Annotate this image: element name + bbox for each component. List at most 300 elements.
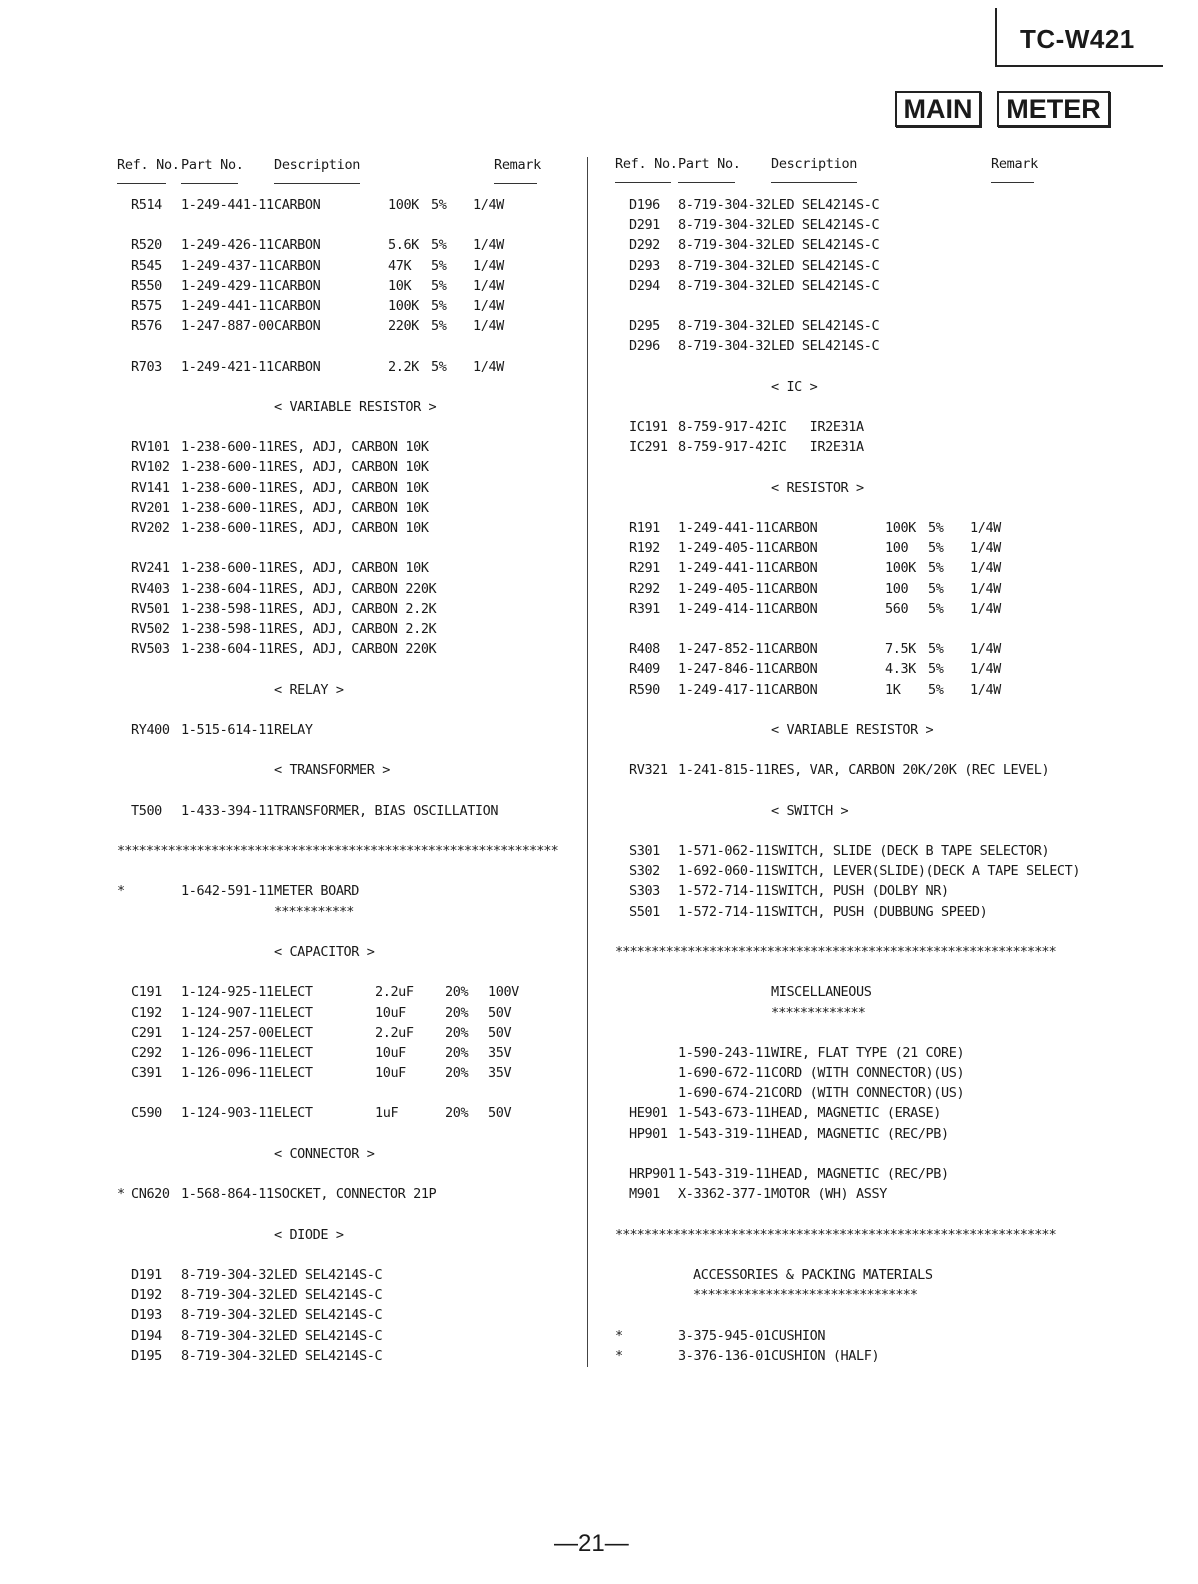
part-no: 1-238-600-11 [181,520,274,536]
part-description: ELECT [274,1044,313,1061]
part-row [0,1265,587,1285]
part-value: 100K [885,520,916,536]
part-tolerance: 5% [431,358,447,375]
part-tolerance: 5% [431,197,447,213]
blank-line [0,538,587,558]
part-row [0,498,587,518]
blank-line [0,740,587,760]
part-description: CUSHION (HALF) [771,1347,880,1364]
section-heading [0,397,587,417]
blank-line [0,1164,587,1184]
part-description: CARBON [274,277,321,294]
ref-no: C191 [131,984,162,1001]
part-row [0,357,587,377]
section-heading [0,942,587,962]
right-underline-remark [991,182,1034,183]
part-row [0,457,587,477]
part-description: RES, ADJ, CARBON 2.2K [274,600,437,617]
part-description: CARBON [274,257,321,274]
part-row [588,1103,1188,1123]
part-row [0,619,587,639]
section-underline-stars: ************* [771,1004,865,1021]
separator-rule [0,841,587,861]
part-description: RES, ADJ, CARBON 10K [274,479,429,496]
part-row [0,1043,587,1063]
ref-no: C391 [131,1065,162,1082]
part-no: 1-247-852-11 [678,641,771,658]
right-header-remark: Remark [991,156,1038,172]
part-row [0,881,587,901]
ref-no: R703 [131,358,162,375]
part-rating: 50V [488,1024,512,1041]
left-parts-list [0,195,587,1366]
part-description: CARBON [771,681,818,698]
part-no: 8-759-917-42 [678,419,771,436]
part-no: 1-515-614-11 [181,721,274,738]
left-underline-ref [117,183,166,184]
part-tolerance: 20% [445,1024,469,1041]
ref-no: S302 [629,863,660,880]
section-underline-stars: *********** [274,903,354,920]
separator-stars: ************************************************************* [615,1226,1056,1243]
blank-line [0,1245,587,1265]
ref-no: R576 [131,318,162,335]
part-description: HEAD, MAGNETIC (ERASE) [771,1105,942,1122]
part-value: 10uF [375,1044,406,1061]
part-no: 8-719-304-32 [678,338,771,355]
part-rating: 1/4W [473,358,504,375]
part-row [0,195,587,215]
blank-line [0,861,587,881]
part-no: 1-249-441-11 [181,297,274,314]
section-underline [588,1003,1188,1023]
part-tolerance: 5% [431,318,447,335]
part-row [588,235,1188,255]
part-row [588,841,1188,861]
ref-no: RV503 [131,641,170,658]
part-no: 1-249-429-11 [181,277,274,294]
part-no: 1-571-062-11 [678,843,771,859]
blank-line [588,457,1188,477]
ref-no: RV201 [131,499,170,516]
part-no: 8-719-304-32 [181,1327,274,1344]
part-no: 1-249-441-11 [181,197,274,213]
part-value: 2.2K [388,358,419,375]
section-heading [0,680,587,700]
part-row [588,599,1188,619]
section-heading-text: < SWITCH > [771,802,849,819]
blank-line [0,780,587,800]
part-no: 8-719-304-32 [181,1307,274,1324]
part-rating: 1/4W [970,540,1001,557]
part-row [588,1124,1188,1144]
part-description: CARBON [274,358,321,375]
part-tolerance: 5% [928,540,944,557]
left-header-ref: Ref. No. [117,157,180,173]
blank-line [0,922,587,942]
part-no: 1-238-600-11 [181,459,274,476]
section-heading-text: < VARIABLE RESISTOR > [771,721,934,738]
part-description: LED SEL4214S-C [771,338,880,355]
part-description: TRANSFORMER, BIAS OSCILLATION [274,802,499,819]
model-divider-vertical [995,8,997,66]
part-value: 220K [388,318,419,335]
part-no: 1-572-714-11 [678,883,771,900]
part-rating: 1/4W [473,237,504,254]
part-row [0,599,587,619]
part-row [588,256,1188,276]
part-row [0,558,587,578]
part-row [0,720,587,740]
blank-line [0,821,587,841]
part-value: 100 [885,540,909,557]
part-no: 1-249-441-11 [678,560,771,577]
ref-no: C292 [131,1044,162,1061]
part-description: CARBON [274,297,321,314]
ref-no: RV502 [131,620,170,637]
ref-no: R545 [131,257,162,274]
section-heading-text: ACCESSORIES & PACKING MATERIALS [693,1266,933,1283]
ref-no: D194 [131,1327,162,1344]
part-no: 1-247-846-11 [678,661,771,678]
board-label-meter: METER [997,91,1110,127]
blank-line [588,962,1188,982]
part-rating: 1/4W [970,681,1001,698]
part-no: 1-568-864-11 [181,1186,274,1203]
ref-no: R191 [629,520,660,536]
part-no: 1-572-714-11 [678,903,771,920]
part-description: RES, ADJ, CARBON 10K [274,560,429,577]
part-no: 1-124-925-11 [181,984,274,1001]
part-no: 1-249-437-11 [181,257,274,274]
part-description: CORD (WITH CONNECTOR)(US) [771,1065,965,1082]
ref-no: D192 [131,1287,162,1304]
part-value: 47K [388,257,412,274]
part-row [0,1063,587,1083]
part-value: 10uF [375,1004,406,1021]
part-description: HEAD, MAGNETIC (REC/PB) [771,1166,949,1182]
ref-no: C590 [131,1105,162,1122]
part-row [588,1063,1188,1083]
blank-line [588,1305,1188,1325]
part-row [0,1184,587,1204]
separator-rule [588,1225,1188,1245]
section-heading [588,720,1188,740]
part-rating: 1/4W [970,661,1001,678]
part-no: 1-543-673-11 [678,1105,771,1122]
section-heading-text: MISCELLANEOUS [771,984,872,1001]
part-rating: 1/4W [970,560,1001,577]
ref-no: R520 [131,237,162,254]
part-row [0,1103,587,1123]
blank-line [0,1204,587,1224]
part-no: 1-238-600-11 [181,560,274,577]
part-row [588,760,1188,780]
blank-line [0,377,587,397]
section-heading [0,1144,587,1164]
part-no: 1-249-405-11 [678,580,771,597]
part-row [588,861,1188,881]
part-description: LED SEL4214S-C [274,1287,383,1304]
part-row [0,437,587,457]
ref-no: M901 [629,1186,660,1203]
ref-no: RV241 [131,560,170,577]
part-no: 1-543-319-11 [678,1166,771,1182]
part-no: 1-238-600-11 [181,479,274,496]
part-tolerance: 5% [928,560,944,577]
ref-no: RV501 [131,600,170,617]
ref-no: C291 [131,1024,162,1041]
part-description: RES, ADJ, CARBON 10K [274,439,429,456]
section-heading [588,982,1188,1002]
right-parts-list [588,195,1188,1366]
left-header-remark: Remark [494,157,541,173]
part-no: 1-690-672-11 [678,1065,771,1082]
part-description: RES, ADJ, CARBON 10K [274,499,429,516]
part-row [0,1305,587,1325]
part-row [588,639,1188,659]
section-heading [588,478,1188,498]
part-rating: 100V [488,984,519,1001]
part-row [0,296,587,316]
part-no: 1-238-604-11 [181,580,274,597]
part-description: RES, ADJ, CARBON 10K [274,520,429,536]
part-rating: 35V [488,1065,512,1082]
ref-no: RV321 [629,762,668,779]
part-tolerance: 5% [928,661,944,678]
part-description: WIRE, FLAT TYPE (21 CORE) [771,1044,965,1061]
part-no: 3-375-945-01 [678,1327,771,1344]
part-no: 1-692-060-11 [678,863,771,880]
part-no: 1-249-405-11 [678,540,771,557]
blank-line [588,700,1188,720]
part-row [0,1346,587,1366]
part-row [588,1184,1188,1204]
blank-line [588,821,1188,841]
part-description: IC IR2E31A [771,439,864,456]
part-description: CARBON [274,237,321,254]
part-row [588,881,1188,901]
part-no: 1-238-604-11 [181,641,274,658]
part-no: 8-719-304-32 [678,217,771,234]
ref-no: RV102 [131,459,170,476]
part-no: 1-238-600-11 [181,439,274,456]
blank-line [588,780,1188,800]
part-description: CARBON [771,580,818,597]
ref-no: S501 [629,903,660,920]
part-row [0,276,587,296]
section-heading [588,1265,1188,1285]
ref-no: D193 [131,1307,162,1324]
part-value: 4.3K [885,661,916,678]
right-underline-part [678,182,735,183]
part-description: SWITCH, LEVER(SLIDE)(DECK A TAPE SELECT) [771,863,1081,880]
section-heading-text: < CAPACITOR > [274,943,375,960]
blank-line [0,215,587,235]
blank-line [0,1124,587,1144]
left-header-part: Part No. [181,157,244,173]
part-value: 100K [388,297,419,314]
part-rating: 1/4W [970,580,1001,597]
part-tolerance: 20% [445,1044,469,1061]
part-row [588,659,1188,679]
part-rating: 1/4W [473,318,504,335]
part-tolerance: 5% [928,681,944,698]
ref-no: R292 [629,580,660,597]
part-value: 5.6K [388,237,419,254]
part-rating: 1/4W [473,297,504,314]
separator-stars: ************************************************************* [615,943,1056,960]
ref-no: R590 [629,681,660,698]
part-no: 1-126-096-11 [181,1065,274,1082]
part-no: 8-719-304-32 [678,277,771,294]
part-description: ELECT [274,1105,313,1122]
part-rating: 50V [488,1105,512,1122]
section-heading [588,801,1188,821]
ref-no: R391 [629,600,660,617]
part-no: 1-249-426-11 [181,237,274,254]
ref-no: HP901 [629,1125,668,1142]
part-no: 1-249-441-11 [678,520,771,536]
part-tolerance: 5% [928,580,944,597]
part-description: LED SEL4214S-C [771,237,880,254]
ref-no: S303 [629,883,660,900]
section-heading-text: < VARIABLE RESISTOR > [274,398,437,415]
part-rating: 1/4W [970,641,1001,658]
left-underline-remark [494,183,537,184]
part-row [588,558,1188,578]
part-value: 100K [885,560,916,577]
right-underline-desc [771,182,857,183]
part-description: LED SEL4214S-C [274,1327,383,1344]
part-no: 1-238-598-11 [181,620,274,637]
blank-line [0,1083,587,1103]
part-row [0,982,587,1002]
ref-no: D296 [629,338,660,355]
part-description: LED SEL4214S-C [771,277,880,294]
part-row [588,538,1188,558]
left-underline-part [181,183,238,184]
part-description: CUSHION [771,1327,826,1344]
part-no: 1-238-600-11 [181,499,274,516]
ref-no: S301 [629,843,660,859]
part-description: ELECT [274,1024,313,1041]
part-description: CARBON [771,540,818,557]
blank-line [588,498,1188,518]
ref-no: D196 [629,197,660,213]
ref-no: RV141 [131,479,170,496]
section-heading [0,760,587,780]
board-label-main: MAIN [895,91,981,127]
part-description: CARBON [771,661,818,678]
part-row [0,639,587,659]
blank-line [588,397,1188,417]
part-description: CARBON [274,197,321,213]
ref-no: D291 [629,217,660,234]
part-description: CARBON [771,520,818,536]
left-header-desc: Description [274,157,361,173]
part-tolerance: 5% [431,257,447,274]
part-no: 8-719-304-32 [678,237,771,254]
part-no: 1-249-414-11 [678,600,771,617]
section-heading [588,377,1188,397]
part-description: LED SEL4214S-C [771,257,880,274]
section-heading-text: < TRANSFORMER > [274,762,390,779]
part-row [588,1043,1188,1063]
part-value: 1K [885,681,901,698]
blank-line [0,700,587,720]
ref-no: HE901 [629,1105,668,1122]
part-description: SWITCH, SLIDE (DECK B TAPE SELECTOR) [771,843,1050,859]
part-description: LED SEL4214S-C [771,197,880,213]
right-underline-ref [615,182,671,183]
part-row [588,276,1188,296]
section-heading-text: < CONNECTOR > [274,1145,375,1162]
blank-line [0,336,587,356]
part-description: SWITCH, PUSH (DUBBUNG SPEED) [771,903,988,920]
part-description: LED SEL4214S-C [274,1347,383,1364]
model-number: TC-W421 [1020,24,1135,54]
section-heading-text: < IC > [771,378,818,395]
part-row [588,1164,1188,1184]
part-description: CARBON [771,641,818,658]
part-value: 1uF [375,1105,399,1122]
part-row [588,437,1188,457]
part-description: ELECT [274,1004,313,1021]
part-description: ELECT [274,984,313,1001]
part-no: 1-433-394-11 [181,802,274,819]
ref-no: R409 [629,661,660,678]
part-value: 10uF [375,1065,406,1082]
ref-no: C192 [131,1004,162,1021]
ref-no: RV202 [131,520,170,536]
ref-no: R550 [131,277,162,294]
part-no: 1-124-257-00 [181,1024,274,1041]
part-row [588,680,1188,700]
part-row [0,1023,587,1043]
part-description: SWITCH, PUSH (DOLBY NR) [771,883,949,900]
section-heading [0,1225,587,1245]
part-description: ELECT [274,1065,313,1082]
new-part-mark: * [615,1327,623,1344]
part-description: LED SEL4214S-C [771,217,880,234]
part-no: 1-249-421-11 [181,358,274,375]
part-description: RES, ADJ, CARBON 10K [274,459,429,476]
part-no: 1-249-417-11 [678,681,771,698]
blank-line [588,619,1188,639]
part-description: IC IR2E31A [771,419,864,436]
part-row [588,215,1188,235]
ref-no: RV403 [131,580,170,597]
blank-line [588,1204,1188,1224]
section-underline [0,902,587,922]
part-row [588,316,1188,336]
blank-line [588,357,1188,377]
part-no: 8-719-304-32 [678,318,771,335]
section-underline [588,1285,1188,1305]
part-row [0,1285,587,1305]
ref-no: CN620 [131,1186,170,1203]
part-no: 8-719-304-32 [678,197,771,213]
part-tolerance: 20% [445,1004,469,1021]
part-no: 1-241-815-11 [678,762,771,779]
part-description: RES, ADJ, CARBON 2.2K [274,620,437,637]
part-rating: 1/4W [473,257,504,274]
part-row [588,518,1188,538]
part-tolerance: 5% [928,600,944,617]
left-underline-desc [274,183,360,184]
part-rating: 1/4W [970,600,1001,617]
